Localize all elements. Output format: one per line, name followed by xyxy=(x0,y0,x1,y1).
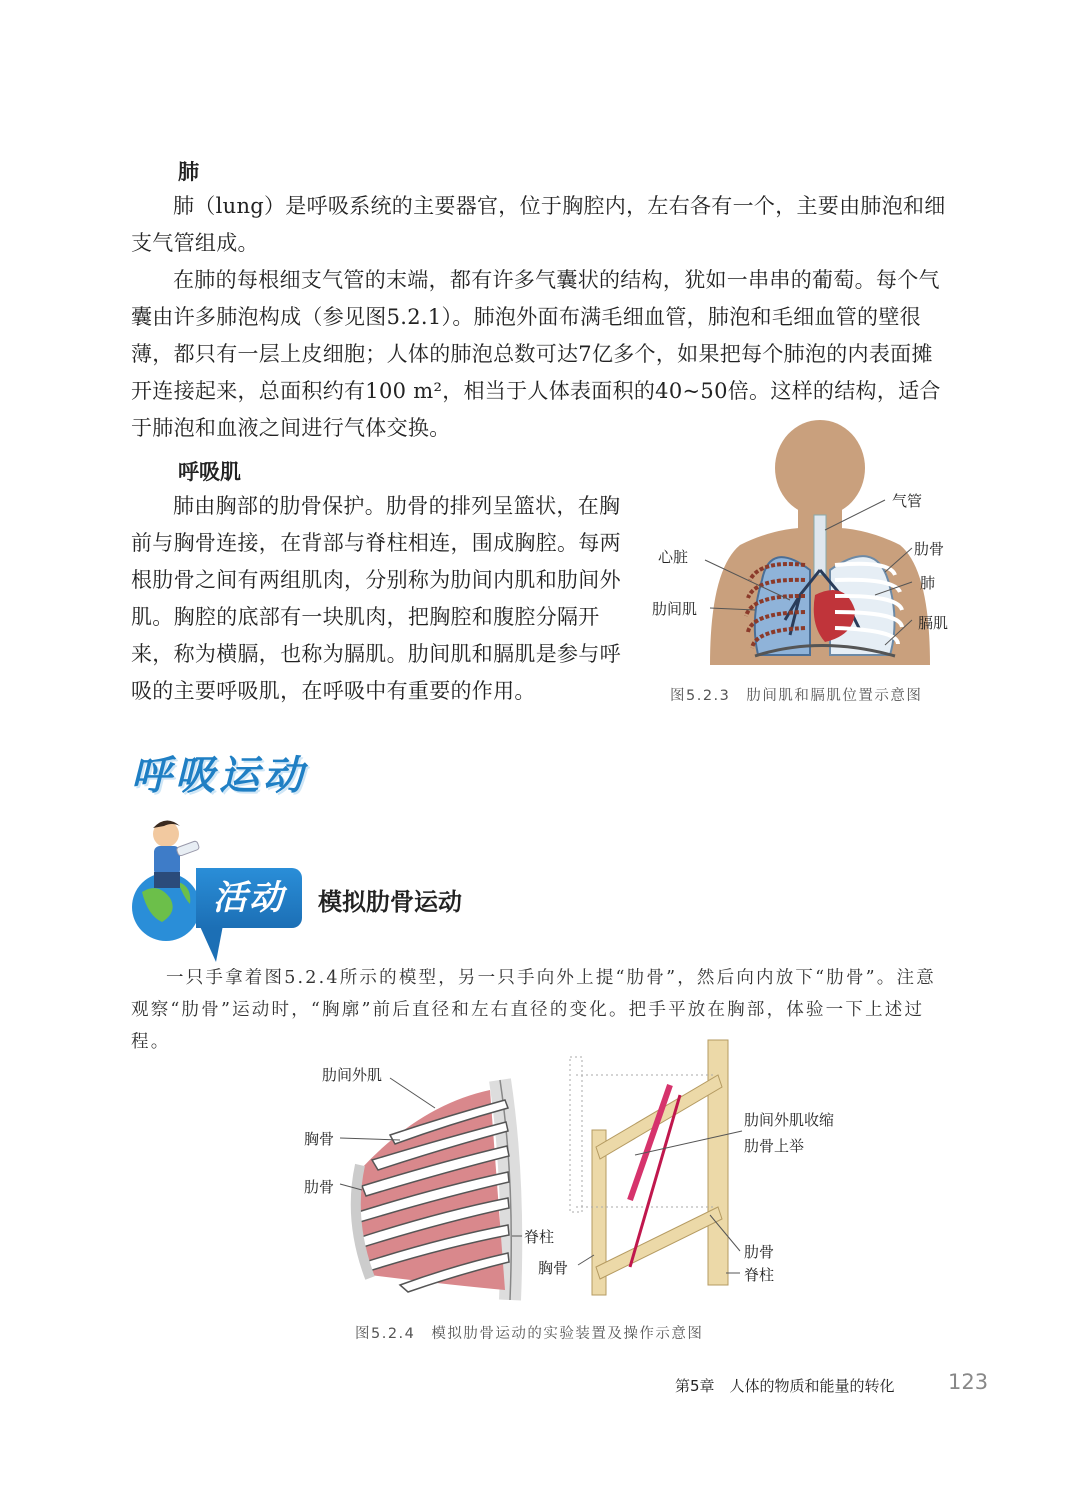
section-title: 呼吸运动 xyxy=(131,753,307,799)
label-contract: 肋间外肌收缩 xyxy=(744,1111,835,1129)
heading-lung: 肺 xyxy=(178,160,199,184)
label-rib: 肋骨 xyxy=(914,540,945,558)
caption-524: 图5.2.4 模拟肋骨运动的实验装置及操作示意图 xyxy=(355,1326,704,1342)
label-lift: 肋骨上举 xyxy=(744,1137,805,1155)
activity-badge: 活动 xyxy=(196,868,302,928)
lung-para-1: 肺（lung）是呼吸系统的主要器官，位于胸腔内，左右各有一个，主要由肺泡和细支气管组成。 xyxy=(131,194,946,255)
label-sternum-left: 胸骨 xyxy=(304,1130,335,1148)
label-diaphragm: 膈肌 xyxy=(918,614,949,632)
label-heart: 心脏 xyxy=(658,548,689,566)
lung-text-block xyxy=(131,188,951,447)
label-sternum-right: 胸骨 xyxy=(538,1259,569,1277)
label-rib-left: 肋骨 xyxy=(304,1178,335,1196)
muscle-text-block xyxy=(131,488,639,710)
label-lung: 肺 xyxy=(920,574,936,592)
label-spine-left: 脊柱 xyxy=(524,1228,555,1246)
figure-523 xyxy=(650,420,970,680)
page-number: 123 xyxy=(948,1370,989,1394)
label-rib-right: 肋骨 xyxy=(744,1243,775,1261)
label-spine-right: 脊柱 xyxy=(744,1266,775,1284)
label-ext-intercostal: 肋间外肌 xyxy=(322,1066,383,1084)
heading-respiratory-muscle: 呼吸肌 xyxy=(178,460,241,484)
lung-para-2: 在肺的每根细支气管的末端，都有许多气囊状的结构，犹如一串串的葡萄。每个气囊由许多肺泡构成（参见图5.2.1）。肺泡外面布满毛细血管，肺泡和毛细血管的壁很薄，都只有一层上皮细胞；人体的肺泡总数可达7亿多个，如果把每个肺泡的内表面摊开连接起来，总面积约有100 m²，相当于人体表面积的40~50倍。这样的结构，适合于肺泡和血液之间进行气体交换。 xyxy=(131,268,941,440)
label-trachea: 气管 xyxy=(892,492,923,510)
figure-524-model xyxy=(530,1035,860,1305)
activity-text: 一只手拿着图5.2.4所示的模型，另一只手向外上提“肋骨”，然后向内放下“肋骨”。注意观察“肋骨”运动时，“胸廓”前后直径和左右直径的变化。把手平放在胸部，体验一下上述过程。 xyxy=(131,968,936,1052)
footer-chapter: 第5章 人体的物质和能量的转化 xyxy=(675,1377,895,1395)
caption-523: 图5.2.3 肋间肌和膈肌位置示意图 xyxy=(670,688,923,704)
muscle-para: 肺由胸部的肋骨保护。肋骨的排列呈篮状，在胸前与胸骨连接，在背部与脊柱相连，围成胸腔。每两根肋骨之间有两组肌肉，分别称为肋间内肌和肋间外肌。胸腔的底部有一块肌肉，把胸腔和腹腔分隔开来，称为横膈，也称为膈肌。肋间肌和膈肌是参与呼吸的主要呼吸肌，在呼吸中有重要的作用。 xyxy=(131,494,621,703)
activity-title: 模拟肋骨运动 xyxy=(318,888,462,916)
rib-model-illustration xyxy=(530,1035,860,1305)
label-intercostal: 肋间肌 xyxy=(652,600,698,618)
